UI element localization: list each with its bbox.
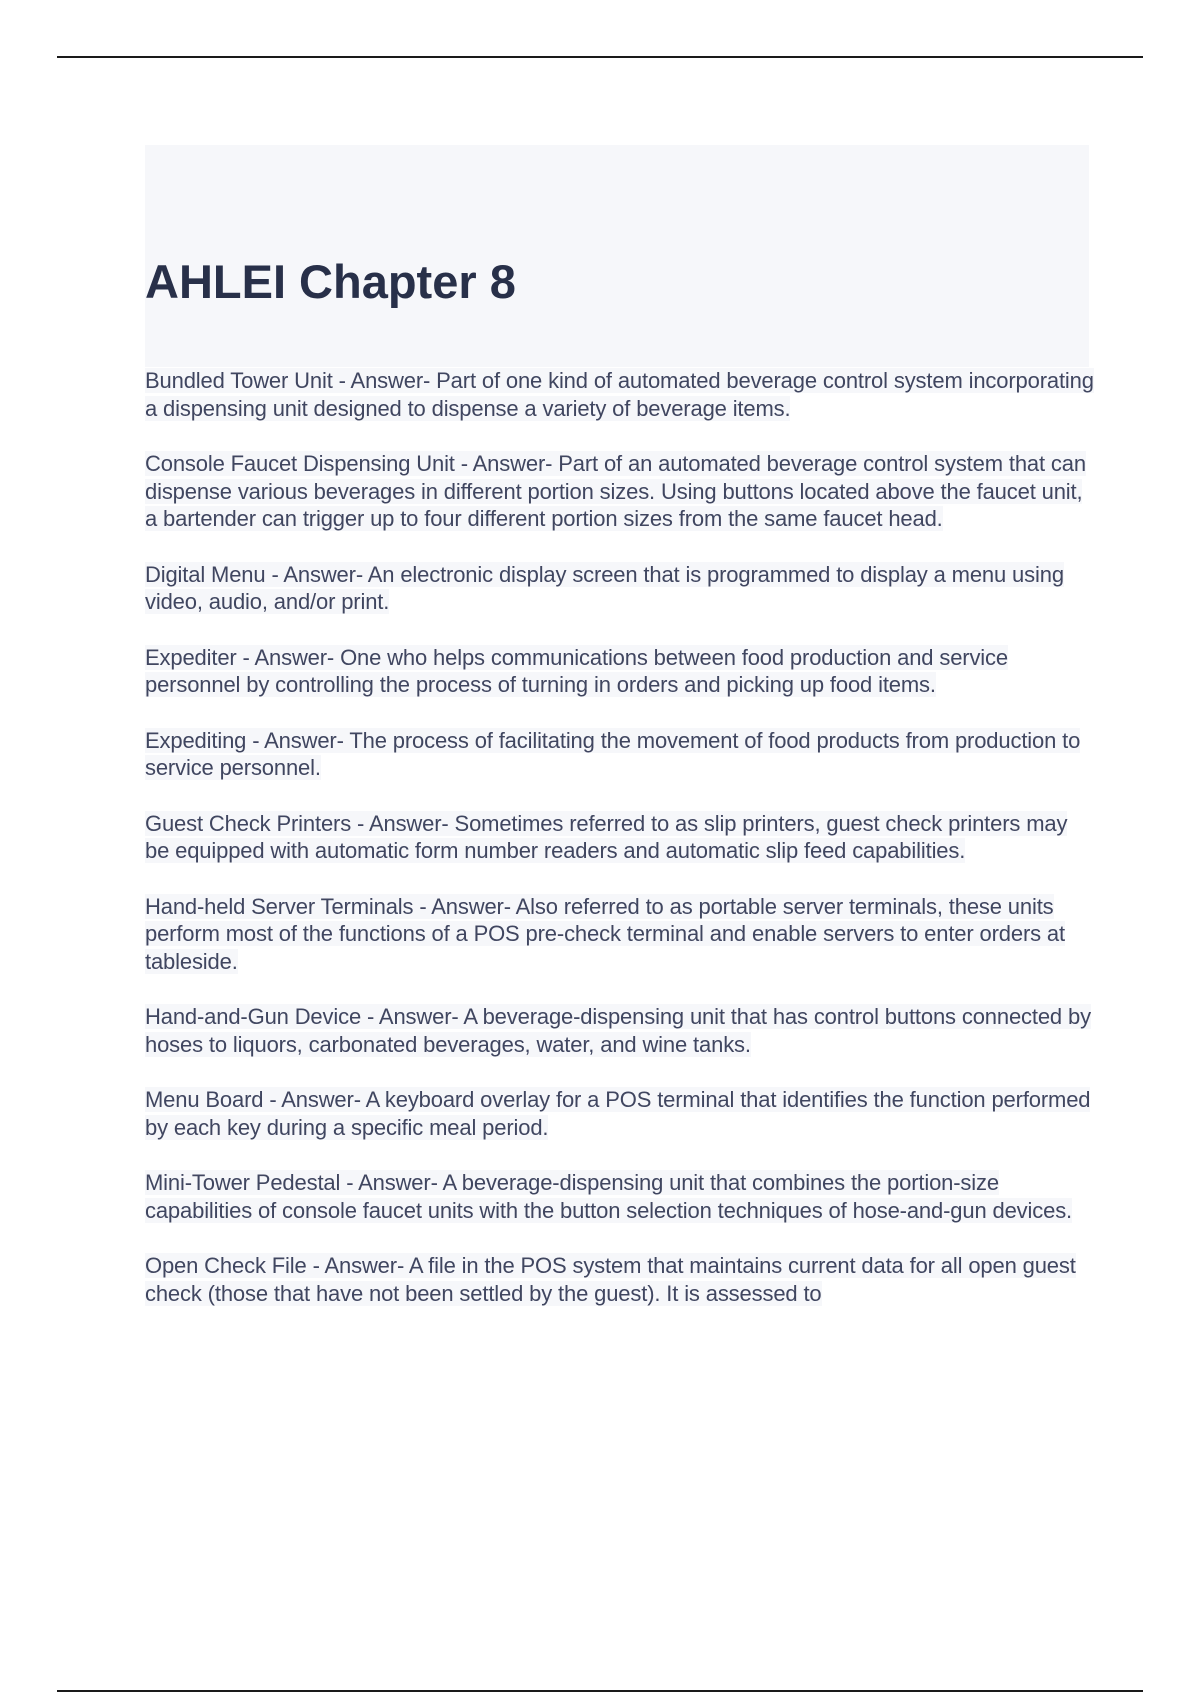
- glossary-entry: [145, 1169, 1095, 1224]
- glossary-entry: [145, 810, 1095, 865]
- glossary-entry: [145, 1252, 1095, 1307]
- glossary-entry-text: Mini-Tower Pedestal - Answer- A beverage-dispensing unit that combines the portion-size capabilities of console faucet units with the button selection techniques of hose-and-gun devices.: [145, 1170, 1073, 1223]
- document-title: AHLEI Chapter 8: [145, 255, 516, 308]
- glossary-entry: [145, 727, 1095, 782]
- glossary-entry-text: Expediting - Answer- The process of facilitating the movement of food products from production to service personnel.: [145, 727, 1081, 780]
- page-bottom-rule: [57, 1690, 1143, 1692]
- glossary-entry-text: Digital Menu - Answer- An electronic display screen that is programmed to display a menu using video, audio, and/or print.: [145, 561, 1064, 614]
- glossary-entry-text: Open Check File - Answer- A file in the POS system that maintains current data for all open guest check (those that have not been settled by the guest). It is assessed to: [145, 1253, 1076, 1306]
- glossary-entry: [145, 1086, 1095, 1141]
- glossary-entries: [145, 367, 1095, 1335]
- glossary-entry-text: Guest Check Printers - Answer- Sometimes referred to as slip printers, guest check printers may be equipped with automatic form number readers and automatic slip feed capabilities.: [145, 810, 1068, 863]
- glossary-entry-text: Hand-and-Gun Device - Answer- A beverage-dispensing unit that has control buttons connected by hoses to liquors, carbonated beverages, water, and wine tanks.: [145, 1004, 1091, 1057]
- glossary-entry: [145, 450, 1095, 533]
- glossary-entry: [145, 644, 1095, 699]
- glossary-entry-text: Bundled Tower Unit - Answer- Part of one kind of automated beverage control system incorporating a dispensing unit designed to dispense a variety of beverage items.: [145, 368, 1094, 421]
- glossary-entry: [145, 367, 1095, 422]
- glossary-entry-text: Menu Board - Answer- A keyboard overlay for a POS terminal that identifies the function performed by each key during a specific meal period.: [145, 1087, 1091, 1140]
- glossary-entry: [145, 893, 1095, 976]
- glossary-entry: [145, 561, 1095, 616]
- glossary-entry-text: Expediter - Answer- One who helps communications between food production and service personnel by controlling the process of turning in orders and picking up food items.: [145, 644, 1008, 697]
- glossary-entry-text: Console Faucet Dispensing Unit - Answer- Part of an automated beverage control system that can dispense various beverages in different portion sizes. Using buttons located above the faucet unit, a bartender can trigger up to four different portion sizes from the same faucet head.: [145, 451, 1086, 531]
- glossary-entry: [145, 1003, 1095, 1058]
- glossary-entry-text: Hand-held Server Terminals - Answer- Also referred to as portable server terminals, these units perform most of the functions of a POS pre-check terminal and enable servers to enter orders at tableside.: [145, 893, 1065, 974]
- page-top-rule: [57, 56, 1143, 58]
